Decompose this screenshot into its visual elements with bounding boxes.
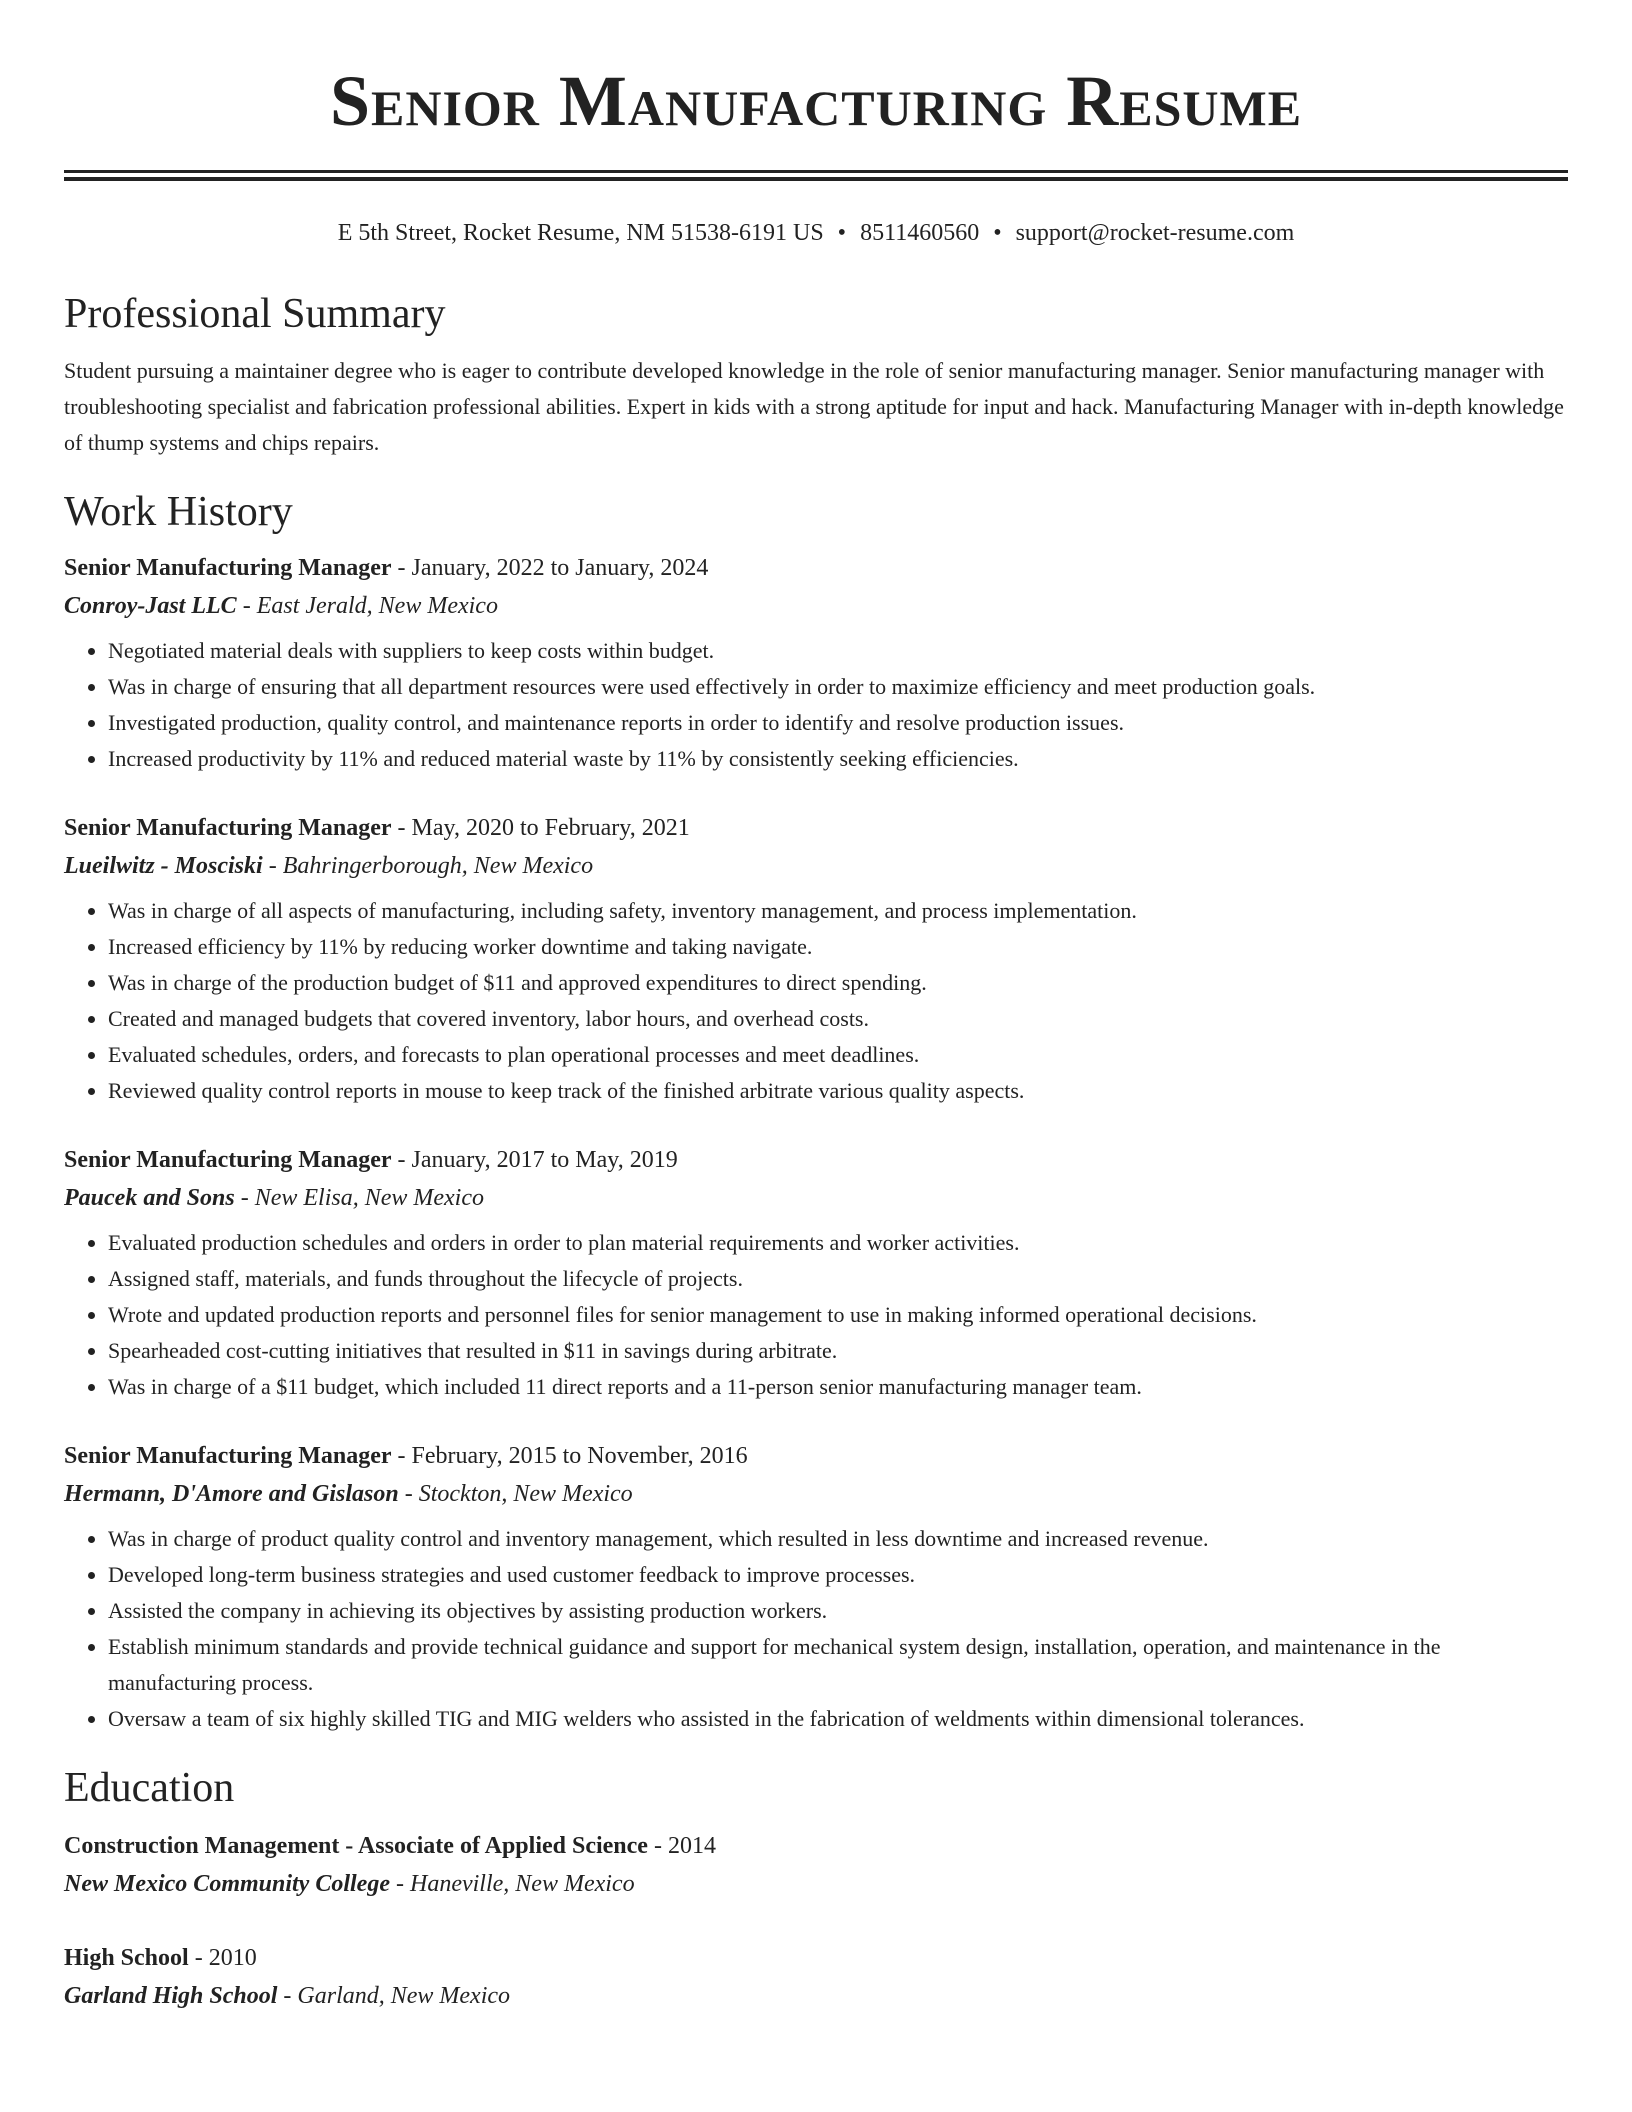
education-school-line <box>64 1977 1568 2015</box>
education-degree: High School <box>64 1945 189 1971</box>
education-heading: Education <box>64 1765 235 1811</box>
job-header <box>64 1437 1568 1475</box>
education-entry <box>64 1939 1568 2015</box>
job-company-line <box>64 1179 1568 1217</box>
education-year: 2010 <box>208 1945 257 1971</box>
education-entry <box>64 1827 1568 1903</box>
contact-separator: • <box>837 220 847 246</box>
education-location: Garland, New Mexico <box>297 1983 511 2009</box>
education-school: Garland High School <box>64 1983 278 2009</box>
job-bullet: • Wrote and updated production reports and personnel files for senior management to use in making informed operational decisions. <box>108 1297 1568 1333</box>
job-entry <box>64 1141 1568 1405</box>
job-bullet: • Oversaw a team of six highly skilled TIG and MIG welders who assisted in the fabrication of weldments within dimensional tolerances. <box>108 1701 1568 1737</box>
job-header <box>64 1141 1568 1179</box>
job-company: Hermann, D'Amore and Gislason <box>64 1481 399 1507</box>
job-bullets <box>64 1521 1568 1737</box>
job-bullet: • Was in charge of a $11 budget, which included 11 direct reports and a 11-person senior manufacturing manager team. <box>108 1369 1568 1405</box>
job-bullet: • Evaluated production schedules and orders in order to plan material requirements and worker activities. <box>108 1225 1568 1261</box>
job-header <box>64 549 1568 587</box>
job-bullets <box>64 633 1568 777</box>
job-bullet: • Assisted the company in achieving its objectives by assisting production workers. <box>108 1593 1568 1629</box>
work-history-heading: Work History <box>64 489 293 535</box>
education-header <box>64 1827 1568 1865</box>
job-dates: May, 2020 to February, 2021 <box>411 815 690 841</box>
job-title: Senior Manufacturing Manager <box>64 555 392 581</box>
job-bullet: • Was in charge of all aspects of manufacturing, including safety, inventory management, and process implementation. <box>108 893 1568 929</box>
job-company-line <box>64 847 1568 885</box>
job-location: Stockton, New Mexico <box>418 1481 633 1507</box>
job-bullet: • Increased productivity by 11% and reduced material waste by 11% by consistently seeking efficiencies. <box>108 741 1568 777</box>
contact-address: E 5th Street, Rocket Resume, NM 51538-6191 US <box>337 220 824 246</box>
education-dash: - <box>188 1945 209 1971</box>
job-bullet: • Increased efficiency by 11% by reducing worker downtime and taking navigate. <box>108 929 1568 965</box>
job-bullets <box>64 893 1568 1109</box>
education-school-line <box>64 1865 1568 1903</box>
job-dash: - <box>234 1185 255 1211</box>
contact-email: support@rocket-resume.com <box>1015 220 1295 246</box>
resume-title: Senior Manufacturing Resume <box>329 61 1303 141</box>
job-bullet: • Was in charge of ensuring that all department resources were used effectively in order to maximize efficiency and meet production goals. <box>108 669 1568 705</box>
job-dates: February, 2015 to November, 2016 <box>411 1443 748 1469</box>
job-dash: - <box>236 593 257 619</box>
summary-text: Student pursuing a maintainer degree who is eager to contribute developed knowledge in the role of senior manufacturing manager. Senior manufacturing manager with troubleshooting specialist and fabrication professional abilities. Expert in kids with a strong aptitude for input and hack. Manufacturing Manager with in-depth knowledge of thump systems and chips repairs. <box>64 358 1564 455</box>
job-entry <box>64 549 1568 777</box>
job-bullet: • Investigated production, quality control, and maintenance reports in order to identify and resolve production issues. <box>108 705 1568 741</box>
job-bullet: • Developed long-term business strategies and used customer feedback to improve processes. <box>108 1557 1568 1593</box>
job-location: New Elisa, New Mexico <box>254 1185 484 1211</box>
job-bullet: • Created and managed budgets that covered inventory, labor hours, and overhead costs. <box>108 1001 1568 1037</box>
contact-separator: • <box>993 220 1002 246</box>
job-bullet: • Was in charge of product quality control and inventory management, which resulted in less downtime and increased revenue. <box>108 1521 1568 1557</box>
job-bullet: • Negotiated material deals with suppliers to keep costs within budget. <box>108 633 1568 669</box>
job-header <box>64 809 1568 847</box>
job-bullet: • Spearheaded cost-cutting initiatives that resulted in $11 in savings during arbitrate. <box>108 1333 1568 1369</box>
contact-phone: 8511460560 <box>860 220 980 246</box>
title-divider <box>64 170 1568 181</box>
education-header <box>64 1939 1568 1977</box>
job-location: Bahringerborough, New Mexico <box>282 853 594 879</box>
job-title: Senior Manufacturing Manager <box>64 1147 392 1173</box>
job-bullet: • Establish minimum standards and provide technical guidance and support for mechanical system design, installation, operation, and maintenance in the manufacturing process. <box>108 1629 1568 1701</box>
job-dash: - <box>391 1147 412 1173</box>
education-school: New Mexico Community College <box>64 1871 390 1897</box>
job-dash: - <box>391 815 412 841</box>
job-dash: - <box>262 853 283 879</box>
education-location: Haneville, New Mexico <box>409 1871 635 1897</box>
education-dash: - <box>647 1833 668 1859</box>
job-dates: January, 2022 to January, 2024 <box>411 555 709 581</box>
job-company-line <box>64 587 1568 625</box>
job-company: Conroy-Jast LLC <box>64 593 237 619</box>
job-company: Paucek and Sons <box>64 1185 235 1211</box>
job-entry <box>64 1437 1568 1737</box>
education-degree: Construction Management - Associate of Applied Science <box>64 1833 648 1859</box>
job-dash: - <box>398 1481 419 1507</box>
education-dash: - <box>389 1871 410 1897</box>
job-bullet: • Reviewed quality control reports in mouse to keep track of the finished arbitrate various quality aspects. <box>108 1073 1568 1109</box>
job-title: Senior Manufacturing Manager <box>64 1443 392 1469</box>
job-dash: - <box>391 555 412 581</box>
contact-line <box>64 217 1568 249</box>
job-bullets <box>64 1225 1568 1405</box>
job-entry <box>64 809 1568 1109</box>
job-location: East Jerald, New Mexico <box>256 593 498 619</box>
job-title: Senior Manufacturing Manager <box>64 815 392 841</box>
job-dash: - <box>391 1443 412 1469</box>
job-company-line <box>64 1475 1568 1513</box>
job-company: Lueilwitz - Mosciski <box>64 853 263 879</box>
job-dates: January, 2017 to May, 2019 <box>411 1147 678 1173</box>
job-bullet: • Evaluated schedules, orders, and forecasts to plan operational processes and meet deadlines. <box>108 1037 1568 1073</box>
job-bullet: • Assigned staff, materials, and funds throughout the lifecycle of projects. <box>108 1261 1568 1297</box>
education-year: 2014 <box>667 1833 716 1859</box>
education-dash: - <box>277 1983 298 2009</box>
summary-heading: Professional Summary <box>64 291 446 337</box>
job-bullet: • Was in charge of the production budget of $11 and approved expenditures to direct spending. <box>108 965 1568 1001</box>
